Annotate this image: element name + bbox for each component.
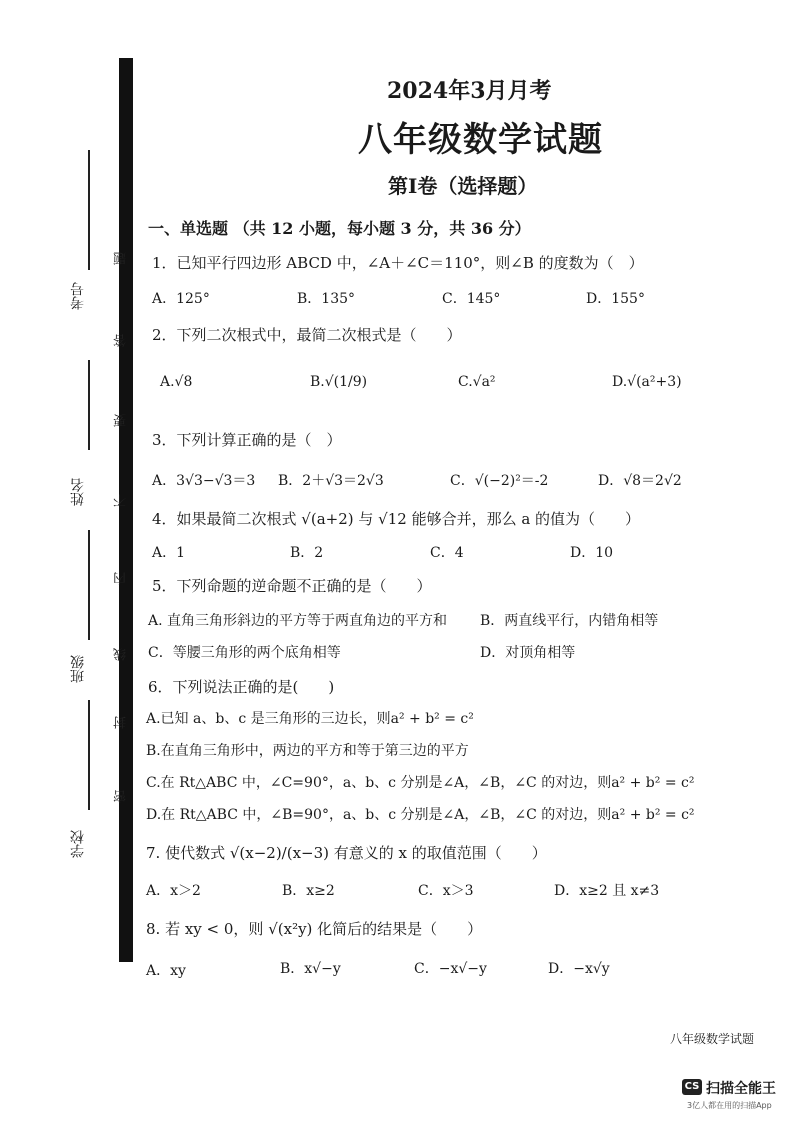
q1-option-d: D．155° <box>586 291 645 307</box>
q5-option-d: D．对顶角相等 <box>480 645 576 661</box>
exam-number-label: 考号 <box>70 282 86 310</box>
q8-option-b: B．x√−y <box>280 961 341 977</box>
exam-date: 2024年3月月考 <box>387 78 552 104</box>
name-line <box>88 360 90 450</box>
school-line <box>88 700 90 810</box>
class-label: 班级 <box>70 655 86 683</box>
q7-option-b: B．x≥2 <box>282 883 335 899</box>
q4-option-a: A．1 <box>152 545 186 561</box>
page-title: 八年级数学试题 <box>358 120 603 160</box>
seal-char: 密 <box>114 790 129 803</box>
q2-option-c: C.√a² <box>458 374 496 390</box>
q3-option-b: B．2＋√3＝2√3 <box>278 473 384 489</box>
q1-option-c: C．145° <box>442 291 501 307</box>
exam-number-line <box>88 150 90 270</box>
q2-option-a: A.√8 <box>160 374 193 390</box>
q4-option-b: B．2 <box>290 545 324 561</box>
seal-char: 封 <box>114 716 129 729</box>
q8-option-c: C．−x√−y <box>414 961 487 977</box>
name-label: 姓名 <box>70 478 86 506</box>
seal-char: 答 <box>114 334 129 347</box>
q6-option-d: D.在 Rt△ABC 中，∠B=90°，a、b、c 分别是∠A，∠B，∠C 的对边，则a² + b² = c² <box>146 807 695 823</box>
q1-option-b: B．135° <box>297 291 356 307</box>
question-1: 1．已知平行四边形 ABCD 中，∠A＋∠C＝110°，则∠B 的度数为（ ） <box>152 254 644 272</box>
footer-label: 八年级数学试题 <box>669 1032 754 1046</box>
q8-option-d: D．−x√y <box>548 961 610 977</box>
q1-option-a: A．125° <box>152 291 210 307</box>
part-title: 第Ⅰ卷（选择题） <box>388 174 538 198</box>
scanner-tagline: 3亿人都在用的扫描App <box>687 1101 772 1110</box>
q5-option-c: C．等腰三角形的两个底角相等 <box>148 645 341 661</box>
q7-option-a: A．x＞2 <box>146 883 201 899</box>
question-4: 4．如果最简二次根式 √(a+2) 与 √12 能够合并，那么 a 的值为（ ） <box>152 510 641 528</box>
question-3: 3．下列计算正确的是（ ） <box>152 431 342 449</box>
seal-char: 要 <box>114 414 129 427</box>
q3-option-a: A．3√3−√3＝3 <box>152 473 256 489</box>
question-7: 7. 使代数式 √(x−2)/(x−3) 有意义的 x 的取值范围（ ） <box>146 844 547 862</box>
q5-option-a: A. 直角三角形斜边的平方等于两直角边的平方和 <box>148 613 448 629</box>
q6-option-b: B.在直角三角形中，两边的平方和等于第三边的平方 <box>146 743 469 759</box>
q6-option-c: C.在 Rt△ABC 中，∠C=90°，a、b、c 分别是∠A，∠B，∠C 的对边，则a² + b² = c² <box>146 775 695 791</box>
q8-option-a: A．xy <box>146 963 186 979</box>
q2-option-d: D.√(a²+3) <box>612 374 682 390</box>
q7-option-c: C．x＞3 <box>418 883 474 899</box>
q4-option-c: C．4 <box>430 545 464 561</box>
school-label: 学校 <box>70 830 86 858</box>
question-6: 6．下列说法正确的是( ) <box>148 678 335 696</box>
q3-option-c: C．√(−2)²＝-2 <box>450 473 549 489</box>
class-line <box>88 530 90 640</box>
question-8: 8. 若 xy < 0，则 √(x²y) 化简后的结果是（ ） <box>146 920 483 938</box>
seal-char: 内 <box>114 572 129 585</box>
q6-option-a: A.已知 a、b、c 是三角形的三边长，则a² + b² = c² <box>146 711 474 727</box>
q3-option-d: D．√8＝2√2 <box>598 473 682 489</box>
q4-option-d: D．10 <box>570 545 614 561</box>
seal-char: 线 <box>114 648 129 661</box>
seal-char: 不 <box>114 494 129 507</box>
section-heading: 一、单选题 （共 12 小题，每小题 3 分，共 36 分） <box>148 219 531 238</box>
scanner-name: 扫描全能王 <box>706 1081 776 1097</box>
binding-bar <box>119 58 133 962</box>
scanner-logo-icon: CS <box>682 1079 702 1095</box>
q7-option-d: D．x≥2 且 x≠3 <box>554 883 660 899</box>
q5-option-b: B．两直线平行，内错角相等 <box>480 613 659 629</box>
question-5: 5．下列命题的逆命题不正确的是（ ） <box>152 577 432 595</box>
question-2: 2．下列二次根式中，最简二次根式是（ ） <box>152 326 462 344</box>
seal-char: 题 <box>114 252 129 265</box>
q2-option-b: B.√(1/9) <box>310 374 368 390</box>
